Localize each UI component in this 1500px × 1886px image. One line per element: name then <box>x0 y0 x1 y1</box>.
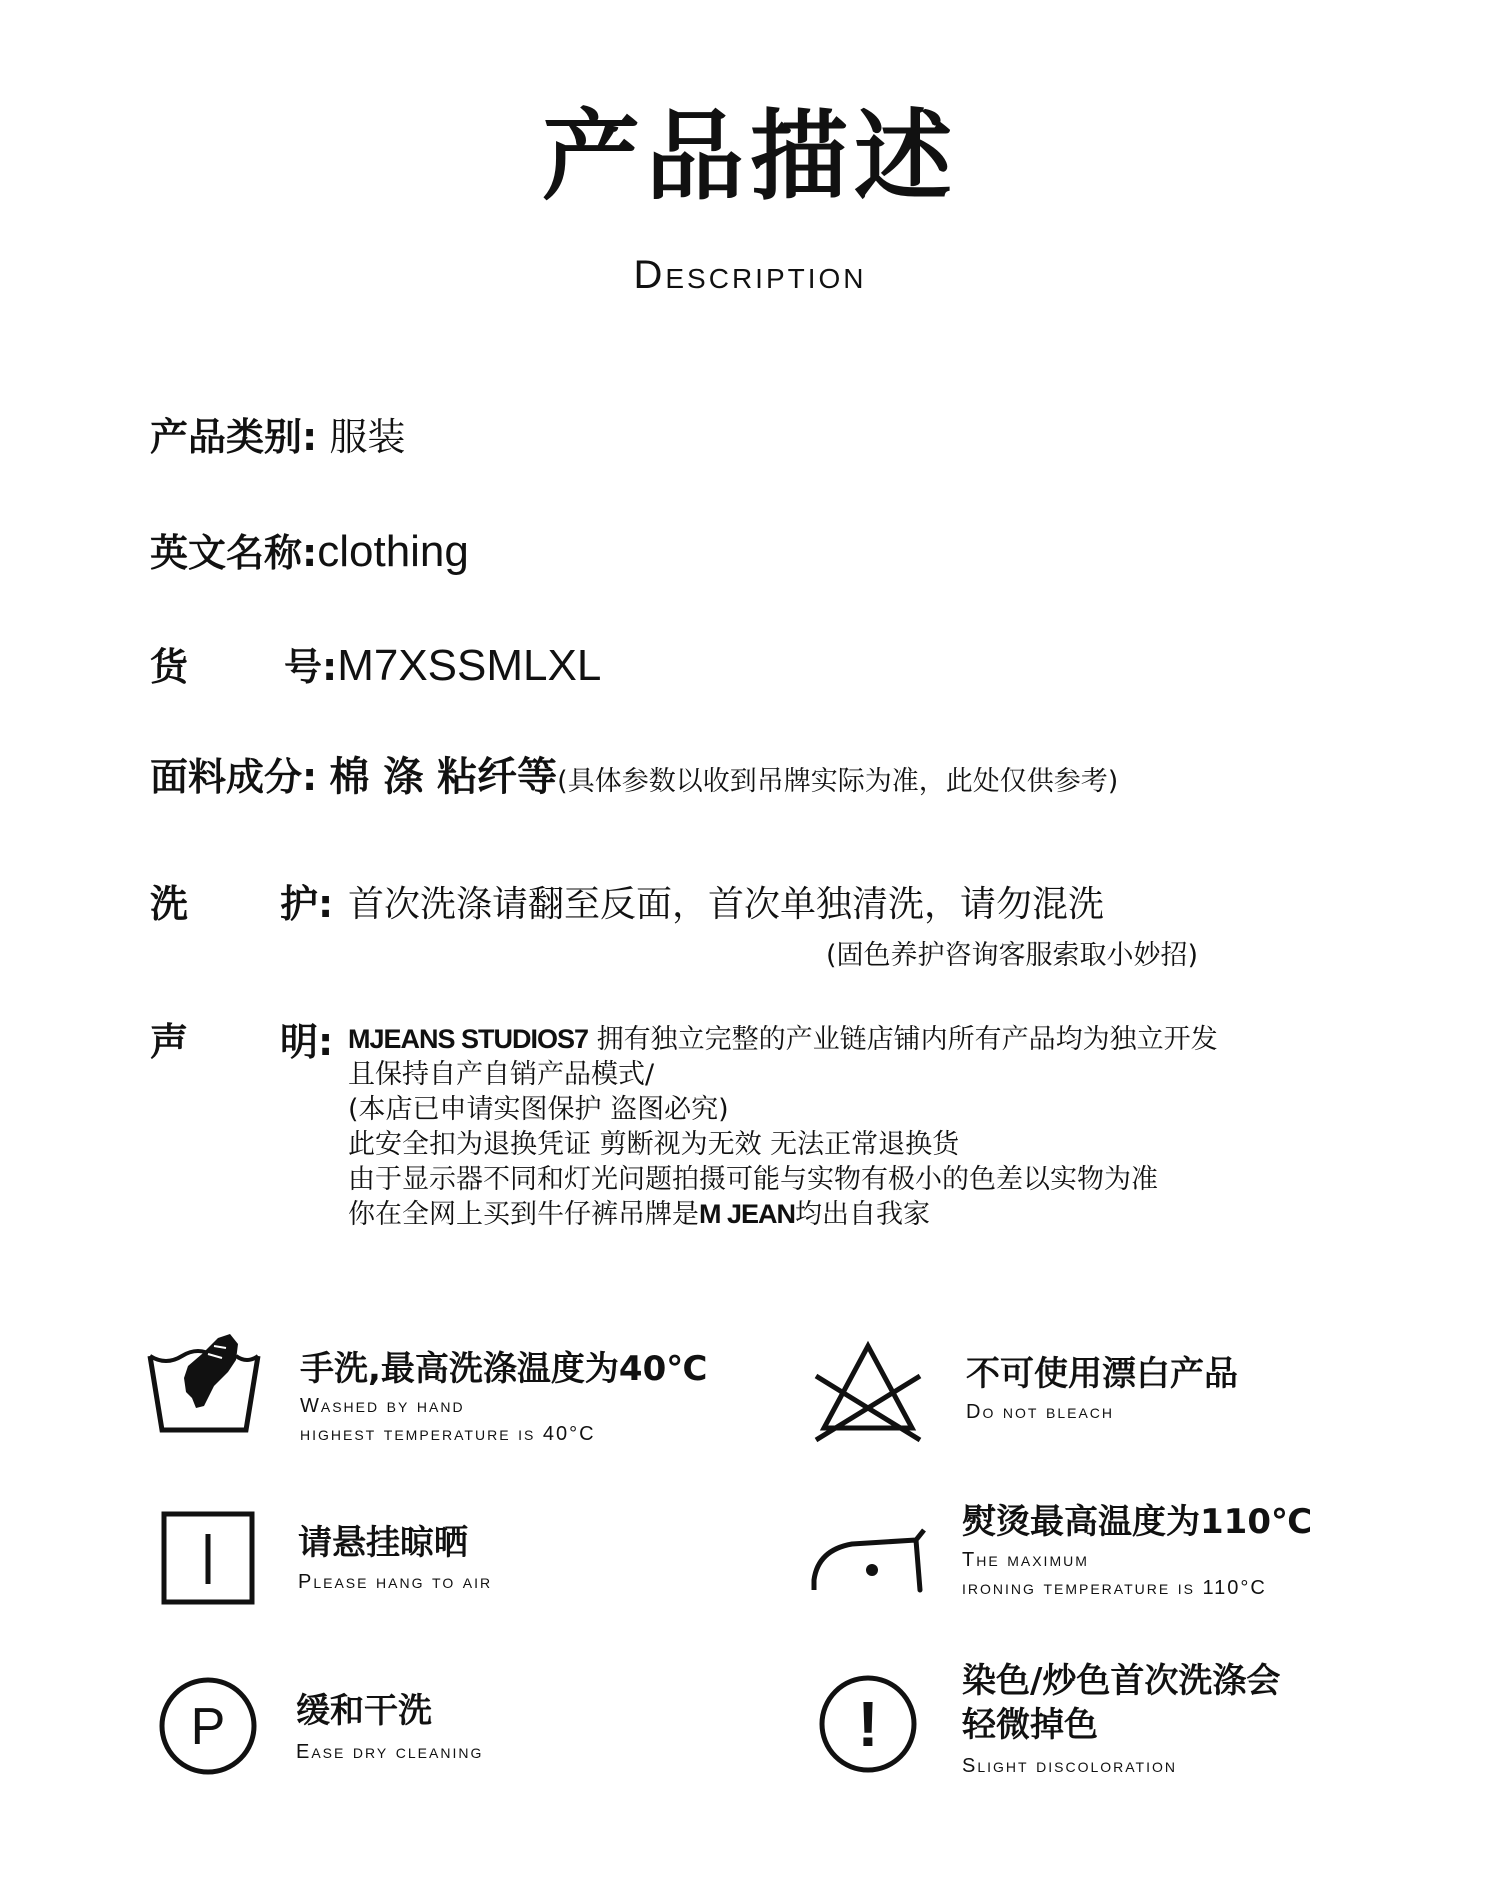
spec-item-no-colon: : <box>322 645 338 689</box>
spec-fabric-colon: : <box>302 755 318 799</box>
statement-line-1: MJEANS STUDIOS7 拥有独立完整的产业链店铺内所有产品均为独立开发 <box>348 1024 1218 1055</box>
spec-category-colon: : <box>302 415 318 459</box>
spec-english-name-colon: : <box>302 531 318 575</box>
spec-item-no-label: 货 号 <box>150 645 322 689</box>
hang-dry-title: 请悬挂晾晒 <box>298 1523 468 1563</box>
care-note: (固色养护咨询客服索取小妙招) <box>826 940 1199 971</box>
warning-en: Slight discoloration <box>962 1755 1177 1777</box>
care-text: 首次洗涤请翻至反面，首次单独清洗，请勿混洗 <box>348 884 1105 925</box>
care-label <box>150 882 334 926</box>
statement-line-4: 此安全扣为退换凭证 剪断视为无效 无法正常退换货 <box>348 1129 960 1160</box>
hand-wash-en-2: highest temperature is 40°C <box>300 1423 596 1445</box>
care-label-a: 洗 <box>150 882 189 926</box>
statement-line-2: 且保持自产自销产品模式/ <box>348 1059 655 1090</box>
statement-label <box>150 1020 334 1064</box>
care-label-b: 护 <box>279 882 318 926</box>
no-bleach-title: 不可使用漂白产品 <box>966 1354 1238 1394</box>
hand-wash-en-1: Washed by hand <box>300 1395 465 1417</box>
page-subtitle: Description <box>633 253 867 297</box>
spec-item-no-value: M7XSSMLXL <box>337 641 602 690</box>
spec-fabric <box>150 754 1119 800</box>
hang-dry-icon <box>150 1500 270 1620</box>
statement-line-5: 由于显示器不同和灯光问题拍摄可能与实物有极小的色差以实物为准 <box>348 1164 1158 1195</box>
statement-line-3: (本店已申请实图保护 盗图必究) <box>348 1094 729 1125</box>
statement-label-b: 明 <box>279 1020 318 1064</box>
warning-icon <box>808 1664 928 1784</box>
spec-item-no <box>150 641 602 690</box>
no-bleach-icon <box>808 1336 928 1456</box>
warning-title-1: 染色/炒色首次洗涤会 <box>962 1661 1281 1701</box>
hand-wash-title: 手洗,最高洗涤温度为40℃ <box>300 1349 708 1389</box>
care-colon: : <box>318 882 334 926</box>
iron-icon <box>808 1498 928 1618</box>
statement-colon: : <box>318 1020 334 1064</box>
spec-category-label: 产品类别 <box>150 415 303 459</box>
dry-clean-symbol: P <box>190 1698 226 1756</box>
statement-body <box>348 1022 1218 1232</box>
hand-wash-icon <box>144 1326 264 1446</box>
spec-english-name-value: clothing <box>317 527 469 576</box>
spec-category <box>150 415 406 459</box>
statement-line-6: 你在全网上买到牛仔裤吊牌是M JEAN均出自我家 <box>348 1199 931 1230</box>
dry-clean-title: 缓和干洗 <box>296 1691 432 1731</box>
warning-title-2: 轻微掉色 <box>962 1705 1098 1745</box>
spec-fabric-value: 棉 涤 粘纤等 <box>329 754 558 800</box>
dry-clean-en: Ease dry cleaning <box>296 1741 484 1763</box>
hang-dry-en: Please hang to air <box>298 1571 493 1593</box>
spec-fabric-note: (具体参数以收到吊牌实际为准，此处仅供参考) <box>557 766 1119 797</box>
iron-en-2: ironing temperature is 110°C <box>962 1577 1267 1599</box>
dry-clean-p-icon <box>150 1666 270 1786</box>
warning-symbol: ! <box>857 1688 879 1760</box>
iron-en-1: The maximum <box>962 1549 1089 1571</box>
spec-fabric-label: 面料成分 <box>150 755 303 799</box>
spec-english-name <box>150 527 469 576</box>
page-title: 产品描述 <box>541 100 958 214</box>
statement-label-a: 声 <box>150 1020 189 1064</box>
iron-title: 熨烫最高温度为110℃ <box>962 1502 1313 1542</box>
spec-english-name-label: 英文名称 <box>150 531 303 575</box>
no-bleach-en: Do not bleach <box>966 1401 1115 1423</box>
spec-category-value: 服装 <box>329 415 406 459</box>
